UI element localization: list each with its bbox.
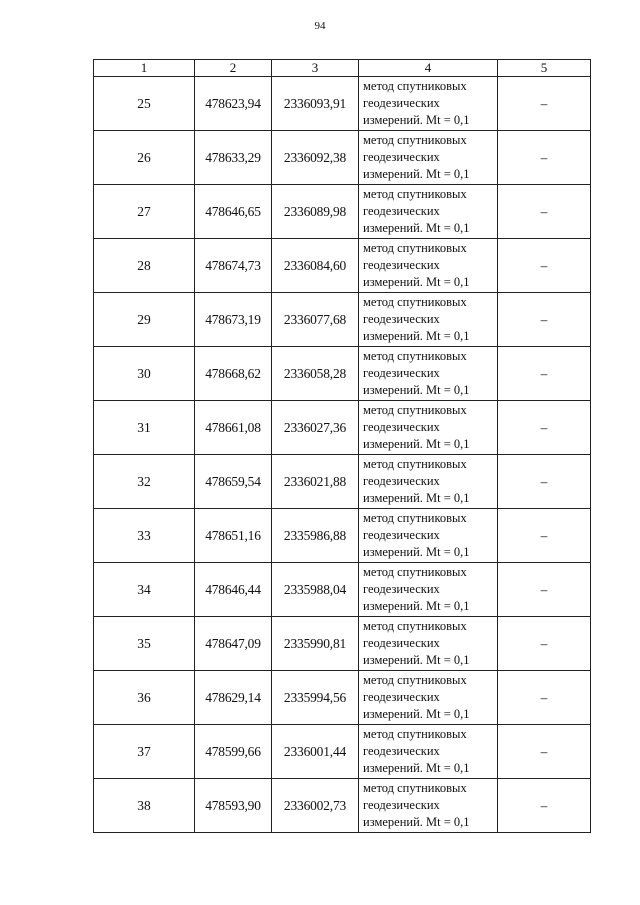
column-header-4: 4 — [359, 60, 498, 77]
coordinates-table — [93, 59, 591, 833]
note-cell: – — [498, 77, 591, 131]
note-cell: – — [498, 347, 591, 401]
point-number-cell: 35 — [94, 617, 195, 671]
method-description-cell: метод спутниковых геодезических измерений. Mt = 0,1 — [359, 347, 498, 401]
point-number-cell: 28 — [94, 239, 195, 293]
table-row — [94, 725, 591, 779]
method-description-cell: метод спутниковых геодезических измерений. Mt = 0,1 — [359, 185, 498, 239]
point-number-cell: 34 — [94, 563, 195, 617]
y-coordinate-cell: 2336021,88 — [272, 455, 359, 509]
x-coordinate-cell: 478673,19 — [195, 293, 272, 347]
point-number-cell: 37 — [94, 725, 195, 779]
note-cell: – — [498, 401, 591, 455]
note-cell: – — [498, 509, 591, 563]
table-row — [94, 509, 591, 563]
method-description-cell: метод спутниковых геодезических измерений. Mt = 0,1 — [359, 455, 498, 509]
method-description-cell: метод спутниковых геодезических измерений. Mt = 0,1 — [359, 725, 498, 779]
method-description-cell: метод спутниковых геодезических измерений. Mt = 0,1 — [359, 401, 498, 455]
note-cell: – — [498, 725, 591, 779]
x-coordinate-cell: 478629,14 — [195, 671, 272, 725]
table-row — [94, 293, 591, 347]
x-coordinate-cell: 478651,16 — [195, 509, 272, 563]
note-cell: – — [498, 239, 591, 293]
table-row — [94, 671, 591, 725]
table-row — [94, 779, 591, 833]
table-row — [94, 185, 591, 239]
method-description-cell: метод спутниковых геодезических измерений. Mt = 0,1 — [359, 563, 498, 617]
x-coordinate-cell: 478599,66 — [195, 725, 272, 779]
method-description-cell: метод спутниковых геодезических измерений. Mt = 0,1 — [359, 509, 498, 563]
method-description-cell: метод спутниковых геодезических измерений. Mt = 0,1 — [359, 617, 498, 671]
x-coordinate-cell: 478633,29 — [195, 131, 272, 185]
point-number-cell: 29 — [94, 293, 195, 347]
column-header-3: 3 — [272, 60, 359, 77]
x-coordinate-cell: 478668,62 — [195, 347, 272, 401]
column-header-5: 5 — [498, 60, 591, 77]
point-number-cell: 36 — [94, 671, 195, 725]
column-header-2: 2 — [195, 60, 272, 77]
note-cell: – — [498, 185, 591, 239]
x-coordinate-cell: 478661,08 — [195, 401, 272, 455]
point-number-cell: 32 — [94, 455, 195, 509]
point-number-cell: 30 — [94, 347, 195, 401]
note-cell: – — [498, 617, 591, 671]
y-coordinate-cell: 2335988,04 — [272, 563, 359, 617]
note-cell: – — [498, 563, 591, 617]
note-cell: – — [498, 779, 591, 833]
point-number-cell: 26 — [94, 131, 195, 185]
point-number-cell: 31 — [94, 401, 195, 455]
y-coordinate-cell: 2336093,91 — [272, 77, 359, 131]
note-cell: – — [498, 455, 591, 509]
table-row — [94, 617, 591, 671]
table-row — [94, 239, 591, 293]
table-row — [94, 455, 591, 509]
point-number-cell: 27 — [94, 185, 195, 239]
y-coordinate-cell: 2336077,68 — [272, 293, 359, 347]
method-description-cell: метод спутниковых геодезических измерений. Mt = 0,1 — [359, 239, 498, 293]
x-coordinate-cell: 478593,90 — [195, 779, 272, 833]
note-cell: – — [498, 671, 591, 725]
y-coordinate-cell: 2335990,81 — [272, 617, 359, 671]
table-header-row — [94, 60, 591, 77]
table-row — [94, 131, 591, 185]
y-coordinate-cell: 2336092,38 — [272, 131, 359, 185]
note-cell: – — [498, 131, 591, 185]
y-coordinate-cell: 2335986,88 — [272, 509, 359, 563]
table-row — [94, 563, 591, 617]
table-body — [94, 77, 591, 833]
x-coordinate-cell: 478646,65 — [195, 185, 272, 239]
note-cell: – — [498, 293, 591, 347]
point-number-cell: 33 — [94, 509, 195, 563]
method-description-cell: метод спутниковых геодезических измерений. Mt = 0,1 — [359, 779, 498, 833]
method-description-cell: метод спутниковых геодезических измерений. Mt = 0,1 — [359, 131, 498, 185]
table-row — [94, 401, 591, 455]
x-coordinate-cell: 478659,54 — [195, 455, 272, 509]
y-coordinate-cell: 2335994,56 — [272, 671, 359, 725]
y-coordinate-cell: 2336001,44 — [272, 725, 359, 779]
method-description-cell: метод спутниковых геодезических измерений. Mt = 0,1 — [359, 293, 498, 347]
x-coordinate-cell: 478674,73 — [195, 239, 272, 293]
x-coordinate-cell: 478646,44 — [195, 563, 272, 617]
point-number-cell: 38 — [94, 779, 195, 833]
method-description-cell: метод спутниковых геодезических измерений. Mt = 0,1 — [359, 77, 498, 131]
method-description-cell: метод спутниковых геодезических измерений. Mt = 0,1 — [359, 671, 498, 725]
y-coordinate-cell: 2336058,28 — [272, 347, 359, 401]
column-header-1: 1 — [94, 60, 195, 77]
x-coordinate-cell: 478623,94 — [195, 77, 272, 131]
table-row — [94, 347, 591, 401]
y-coordinate-cell: 2336084,60 — [272, 239, 359, 293]
y-coordinate-cell: 2336089,98 — [272, 185, 359, 239]
x-coordinate-cell: 478647,09 — [195, 617, 272, 671]
y-coordinate-cell: 2336002,73 — [272, 779, 359, 833]
page-number: 94 — [314, 20, 326, 32]
y-coordinate-cell: 2336027,36 — [272, 401, 359, 455]
table-row — [94, 77, 591, 131]
point-number-cell: 25 — [94, 77, 195, 131]
